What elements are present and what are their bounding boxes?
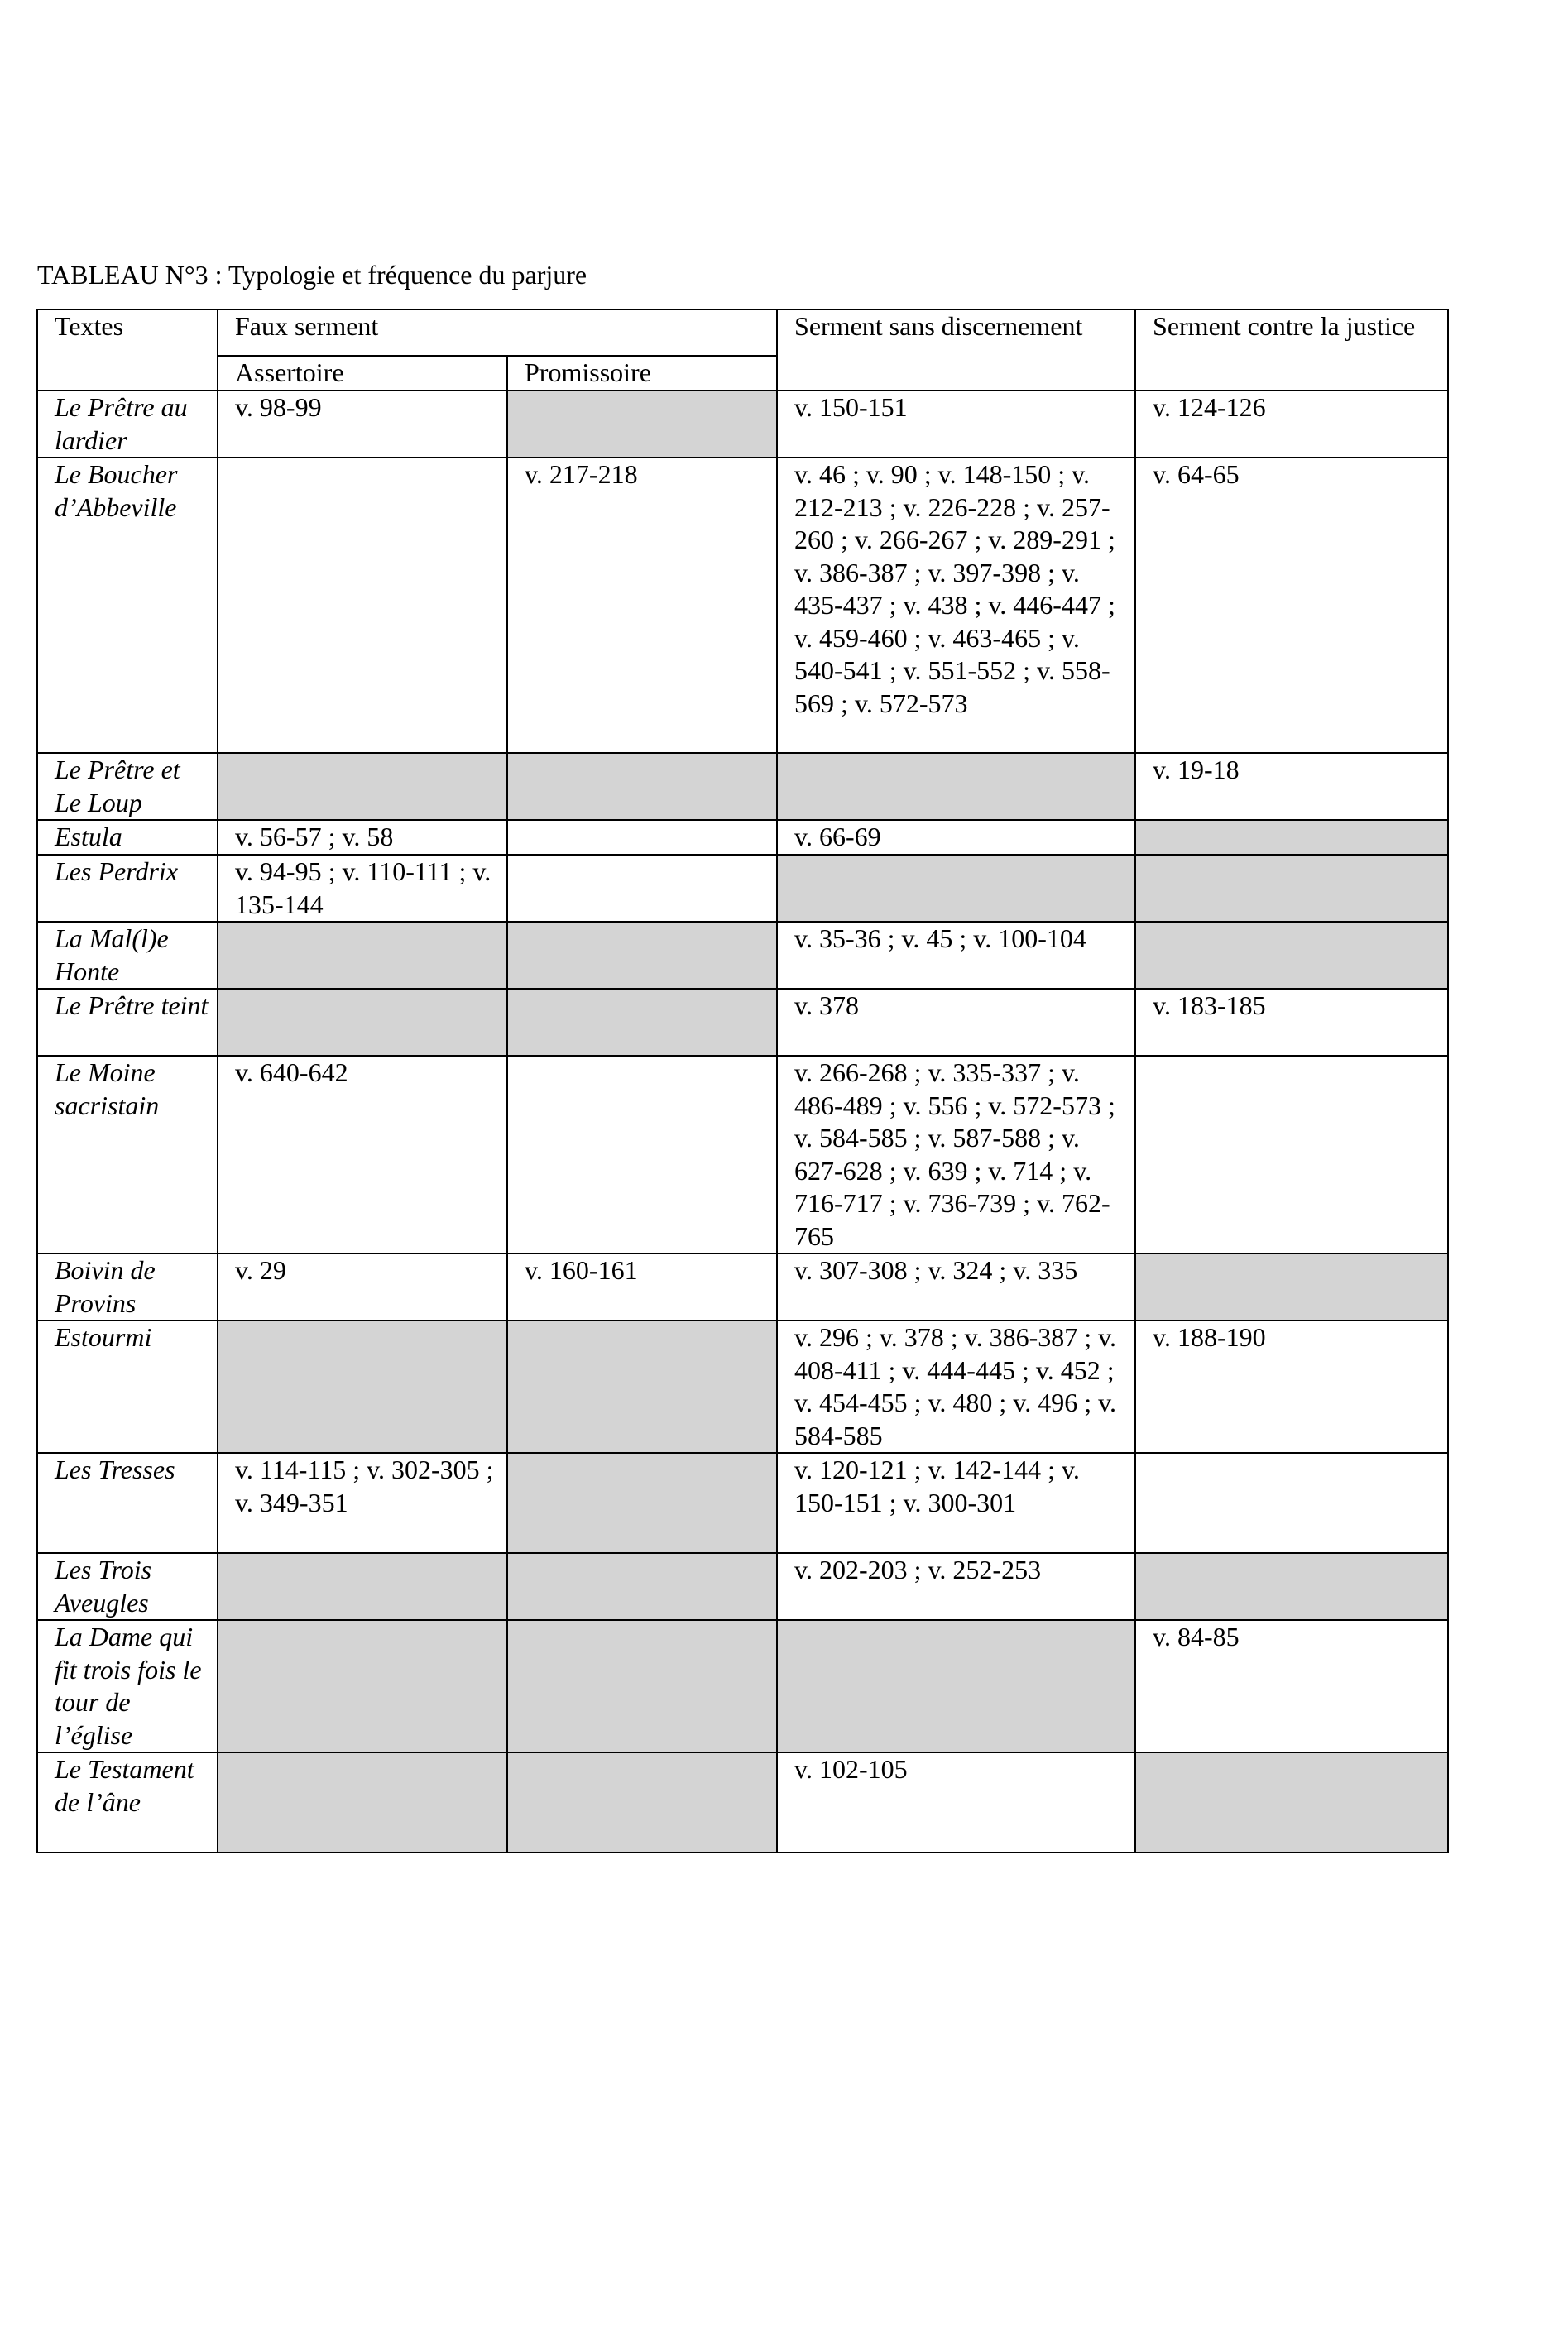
parjure-table	[36, 309, 1449, 1853]
header-contre-justice: Serment contre la justice	[1135, 309, 1448, 391]
cell-contre-justice: v. 84-85	[1135, 1620, 1448, 1752]
cell-contre-justice	[1135, 922, 1448, 989]
table-row	[37, 820, 1448, 855]
cell-contre-justice: v. 124-126	[1135, 391, 1448, 458]
cell-promissoire	[507, 1553, 777, 1620]
cell-titre: Le Prêtre et Le Loup	[37, 753, 218, 820]
cell-titre: Les Tresses	[37, 1453, 218, 1553]
cell-sans-discernement: v. 35-36 ; v. 45 ; v. 100-104	[777, 922, 1135, 989]
cell-titre: Le Moine sacristain	[37, 1056, 218, 1253]
cell-promissoire	[507, 1752, 777, 1853]
cell-titre: Les Perdrix	[37, 855, 218, 922]
cell-sans-discernement: v. 307-308 ; v. 324 ; v. 335	[777, 1253, 1135, 1321]
cell-contre-justice	[1135, 1553, 1448, 1620]
cell-assertoire	[218, 1752, 507, 1853]
cell-contre-justice	[1135, 1453, 1448, 1553]
cell-sans-discernement: v. 202-203 ; v. 252-253	[777, 1553, 1135, 1620]
cell-titre: Estula	[37, 820, 218, 855]
cell-sans-discernement: v. 266-268 ; v. 335-337 ; v. 486-489 ; v. 556 ; v. 572-573 ; v. 584-585 ; v. 587-588 ; v. 627-628 ; v. 639 ; v. 714 ; v. 716-717 ; v. 736-739 ; v. 762-765	[777, 1056, 1135, 1253]
cell-assertoire	[218, 753, 507, 820]
cell-promissoire: v. 160-161	[507, 1253, 777, 1321]
cell-contre-justice	[1135, 855, 1448, 922]
cell-promissoire	[507, 855, 777, 922]
table-row	[37, 1620, 1448, 1752]
cell-assertoire	[218, 1620, 507, 1752]
cell-contre-justice: v. 64-65	[1135, 458, 1448, 753]
cell-promissoire	[507, 989, 777, 1056]
table-row	[37, 753, 1448, 820]
cell-sans-discernement	[777, 855, 1135, 922]
cell-sans-discernement	[777, 753, 1135, 820]
cell-promissoire	[507, 820, 777, 855]
cell-assertoire: v. 94-95 ; v. 110-111 ; v. 135-144	[218, 855, 507, 922]
cell-promissoire	[507, 391, 777, 458]
cell-titre: La Dame qui fit trois fois le tour de l’église	[37, 1620, 218, 1752]
cell-assertoire: v. 56-57 ; v. 58	[218, 820, 507, 855]
cell-contre-justice: v. 19-18	[1135, 753, 1448, 820]
cell-titre: Le Boucher d’Abbeville	[37, 458, 218, 753]
cell-titre: Estourmi	[37, 1321, 218, 1453]
cell-contre-justice: v. 183-185	[1135, 989, 1448, 1056]
cell-sans-discernement: v. 296 ; v. 378 ; v. 386-387 ; v. 408-411 ; v. 444-445 ; v. 452 ; v. 454-455 ; v. 480 ; v. 496 ; v. 584-585	[777, 1321, 1135, 1453]
table-caption: TABLEAU N°3 : Typologie et fréquence du parjure	[37, 260, 587, 290]
cell-contre-justice	[1135, 820, 1448, 855]
table-row	[37, 855, 1448, 922]
table-row	[37, 989, 1448, 1056]
cell-sans-discernement: v. 150-151	[777, 391, 1135, 458]
table-row	[37, 1321, 1448, 1453]
cell-contre-justice	[1135, 1253, 1448, 1321]
table-row	[37, 458, 1448, 753]
header-sans-discernement: Serment sans discernement	[777, 309, 1135, 391]
header-row	[37, 309, 1448, 356]
cell-assertoire: v. 98-99	[218, 391, 507, 458]
header-faux-serment: Faux serment	[218, 309, 777, 356]
cell-titre: Les Trois Aveugles	[37, 1553, 218, 1620]
cell-promissoire	[507, 1321, 777, 1453]
table-row	[37, 391, 1448, 458]
cell-titre: Le Prêtre au lardier	[37, 391, 218, 458]
table-row	[37, 1253, 1448, 1321]
cell-sans-discernement: v. 378	[777, 989, 1135, 1056]
cell-titre: La Mal(l)e Honte	[37, 922, 218, 989]
cell-assertoire	[218, 458, 507, 753]
cell-titre: Le Prêtre teint	[37, 989, 218, 1056]
cell-assertoire	[218, 1553, 507, 1620]
cell-assertoire: v. 114-115 ; v. 302-305 ; v. 349-351	[218, 1453, 507, 1553]
cell-titre: Le Testament de l’âne	[37, 1752, 218, 1853]
header-assertoire: Assertoire	[218, 356, 507, 391]
cell-promissoire	[507, 1620, 777, 1752]
cell-sans-discernement: v. 102-105	[777, 1752, 1135, 1853]
header-textes: Textes	[37, 309, 218, 391]
cell-contre-justice	[1135, 1752, 1448, 1853]
cell-sans-discernement: v. 66-69	[777, 820, 1135, 855]
cell-contre-justice	[1135, 1056, 1448, 1253]
cell-promissoire: v. 217-218	[507, 458, 777, 753]
cell-sans-discernement: v. 46 ; v. 90 ; v. 148-150 ; v. 212-213 ; v. 226-228 ; v. 257-260 ; v. 266-267 ; v. 289-291 ; v. 386-387 ; v. 397-398 ; v. 435-437 ; v. 438 ; v. 446-447 ; v. 459-460 ; v. 463-465 ; v. 540-541 ; v. 551-552 ; v. 558-569 ; v. 572-573	[777, 458, 1135, 753]
table-row	[37, 1752, 1448, 1853]
cell-assertoire: v. 29	[218, 1253, 507, 1321]
table-row	[37, 1056, 1448, 1253]
table-row	[37, 922, 1448, 989]
cell-titre: Boivin de Provins	[37, 1253, 218, 1321]
cell-sans-discernement	[777, 1620, 1135, 1752]
cell-promissoire	[507, 1056, 777, 1253]
table-row	[37, 1453, 1448, 1553]
table-row	[37, 1553, 1448, 1620]
cell-promissoire	[507, 1453, 777, 1553]
cell-assertoire: v. 640-642	[218, 1056, 507, 1253]
cell-contre-justice: v. 188-190	[1135, 1321, 1448, 1453]
header-promissoire: Promissoire	[507, 356, 777, 391]
cell-promissoire	[507, 753, 777, 820]
cell-promissoire	[507, 922, 777, 989]
cell-assertoire	[218, 922, 507, 989]
cell-sans-discernement: v. 120-121 ; v. 142-144 ; v. 150-151 ; v. 300-301	[777, 1453, 1135, 1553]
cell-assertoire	[218, 989, 507, 1056]
cell-assertoire	[218, 1321, 507, 1453]
